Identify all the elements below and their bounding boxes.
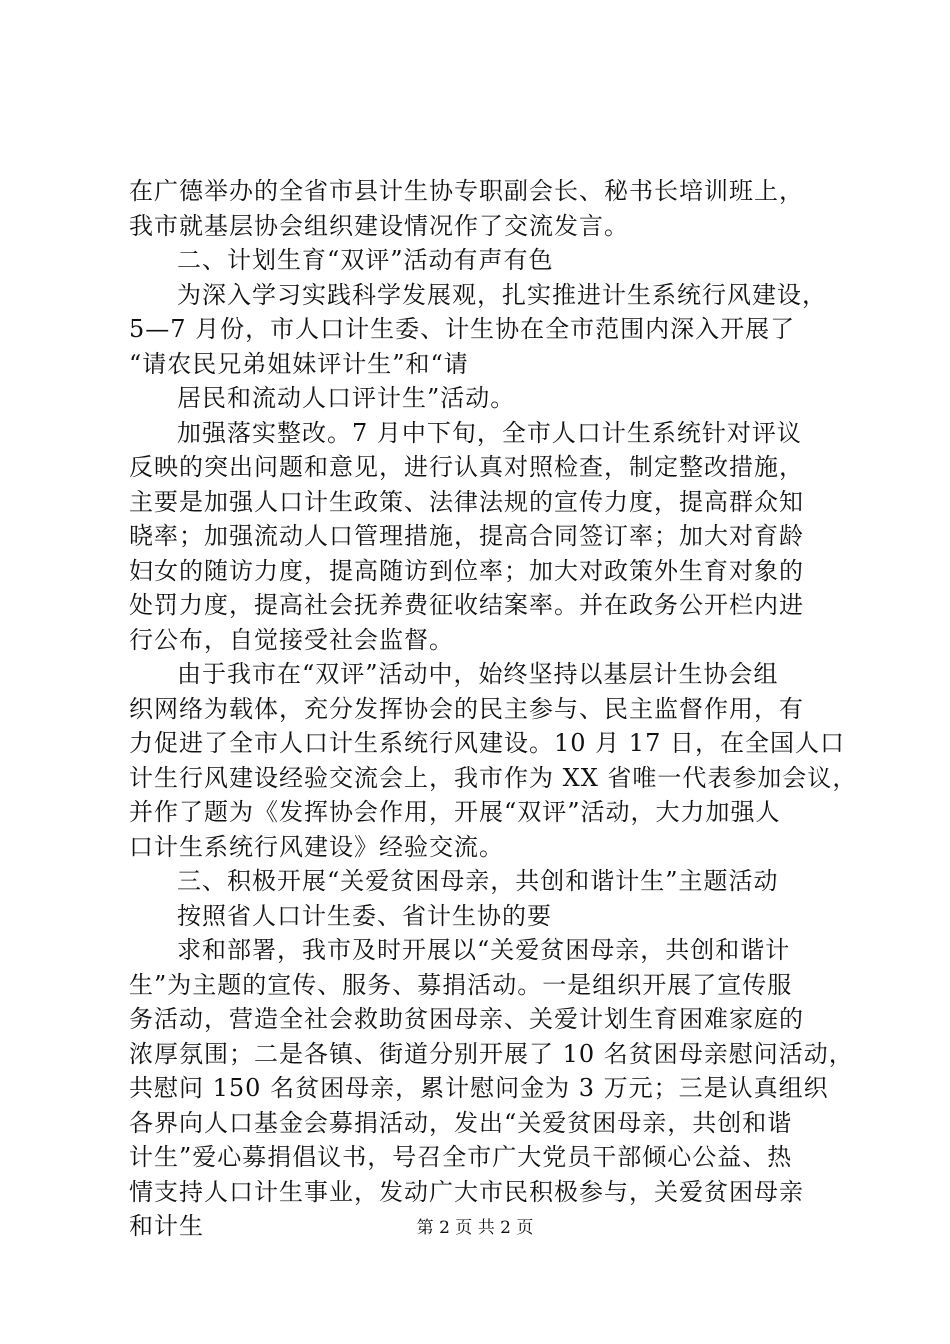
text-line: “请农民兄弟姐妹评计生”和“请 [129,349,469,378]
text-line: 计生行风建设经验交流会上，我市作为 XX 省唯一代表参加会议， [129,763,858,792]
text-line: 力促进了全市人口计生系统行风建设。10 月 17 日，在全国人口 [129,729,845,757]
text-line: 求和部署，我市及时开展以“关爱贫困母亲，共创和谐计 [177,936,791,964]
text-line: 加强落实整改。7 月中下旬，全市人口计生系统针对评议 [177,418,802,447]
text-line: 并作了题为《发挥协会作用，开展“双评”活动，大力加强人 [129,798,781,826]
text-line: 口计生系统行风建设》经验交流。 [129,832,504,861]
page-number-footer: 第 2 页 共 2 页 [416,1218,534,1238]
text-line: 各界向人口基金会募捐活动，发出“关爱贫困母亲，共创和谐 [129,1108,793,1137]
text-line: 计生”爱心募捐倡议书，号召全市广大党员干部倾心公益、热 [129,1143,793,1171]
text-line: 在广德举办的全省市县计生协专职副会长、秘书长培训班上， [129,177,804,205]
section-heading: 二、计划生育“双评”活动有声有色 [177,246,554,274]
text-line: 行公布，自觉接受社会监督。 [129,625,454,654]
text-line: 织网络为载体，充分发挥协会的民主参与、民主监督作用，有 [129,694,804,723]
text-line: 共慰问 150 名贫困母亲，累计慰问金为 3 万元；三是认真组织 [129,1074,829,1102]
text-line: 我市就基层协会组织建设情况作了交流发言。 [129,211,629,240]
text-line: 主要是加强人口计生政策、法律法规的宣传力度，提高群众知 [129,487,804,516]
section-heading: 三、积极开展“关爱贫困母亲，共创和谐计生”主题活动 [177,867,779,895]
text-line: 和计生 [129,1212,204,1240]
text-line: 浓厚氛围；二是各镇、街道分别开展了 10 名贫困母亲慰问活动， [129,1039,854,1068]
text-line: 情支持人口计生事业，发动广大市民积极参与，关爱贫困母亲 [129,1177,804,1206]
text-line: 为深入学习实践科学发展观，扎实推进计生系统行风建设， [177,280,827,309]
text-line: 务活动，营造全社会救助贫困母亲、关爱计划生育困难家庭的 [129,1005,804,1033]
text-line: 生”为主题的宣传、服务、募捐活动。一是组织开展了宣传服 [129,970,793,999]
text-line: 晓率；加强流动人口管理措施，提高合同签订率；加大对育龄 [129,522,804,550]
document-body [129,174,858,1244]
text-line: 由于我市在“双评”活动中，始终坚持以基层计生协会组 [177,660,779,688]
text-line: 按照省人口计生委、省计生协的要 [177,901,552,930]
text-line: 5—7 月份，市人口计生委、计生协在全市范围内深入开展了 [129,315,796,343]
text-line: 居民和流动人口评计生”活动。 [177,384,516,412]
text-line: 妇女的随访力度，提高随访到位率；加大对政策外生育对象的 [129,556,804,585]
text-line: 处罚力度，提高社会抚养费征收结案率。并在政务公开栏内进 [129,591,804,619]
text-line: 反映的突出问题和意见，进行认真对照检查，制定整改措施， [129,453,804,481]
